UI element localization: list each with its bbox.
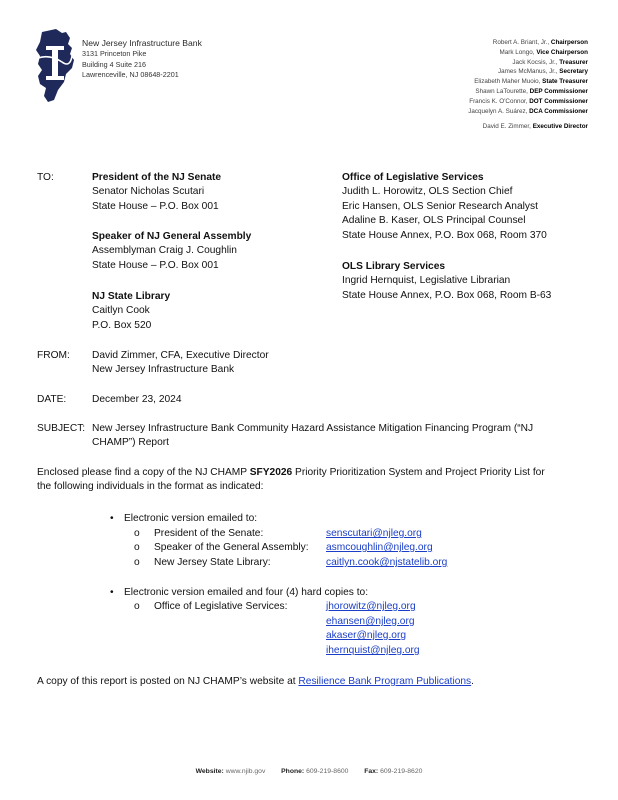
senate-title: President of the NJ Senate: [92, 172, 222, 183]
board-member: Elizabeth Maher Muoio, State Treasurer: [474, 78, 588, 86]
subject-line-1: New Jersey Infrastructure Bank Community Hazard Assistance Mitigation Financing Program (“NJ: [92, 423, 534, 434]
board-member: Jack Kocsis, Jr., Treasurer: [512, 58, 588, 66]
library-name: Caitlyn Cook: [92, 305, 150, 317]
group2-label: Office of Legislative Services:: [154, 601, 288, 612]
ols-library-line: State House Annex, P.O. Box 068, Room B-63: [342, 289, 552, 301]
ols-line: Adaline B. Kaser, OLS Principal Counsel: [342, 215, 526, 227]
website-label: Website:: [195, 768, 224, 775]
sub-bullet-icon: o: [134, 557, 140, 568]
intro-paragraph: [37, 466, 597, 495]
website-value[interactable]: www.njib.gov: [225, 768, 266, 775]
subject-label: SUBJECT:: [37, 423, 86, 434]
ols-line: Judith L. Horowitz, OLS Section Chief: [342, 186, 513, 198]
board-members: [468, 38, 588, 132]
recipient-senate: [92, 171, 221, 214]
closing-paragraph: A copy of this report is posted on NJ CHAMP’s website at Resilience Bank Program Publications.: [37, 676, 474, 687]
board-member: Robert A. Briant, Jr., Chairperson: [492, 39, 588, 46]
email-link-ols-2[interactable]: ehansen@njleg.org: [326, 616, 415, 627]
assembly-address: State House – P.O. Box 001: [92, 259, 219, 271]
group1-title: Electronic version emailed to:: [124, 513, 258, 524]
email-link-library[interactable]: caitlyn.cook@njstatelib.org: [326, 557, 448, 568]
senate-name: Senator Nicholas Scutari: [92, 186, 205, 198]
bank-name: New Jersey Infrastructure Bank: [82, 38, 202, 48]
library-address: P.O. Box 520: [92, 319, 152, 331]
email-link-assembly[interactable]: asmcoughlin@njleg.org: [326, 542, 433, 553]
intro-line-1: Enclosed please find a copy of the NJ CHAMP SFY2026 Priority Prioritization System and Project Priority List for: [37, 467, 545, 478]
ols-library-title: OLS Library Services: [342, 261, 446, 272]
subject-line-2: CHAMP”) Report: [92, 437, 169, 449]
group1-item-label: New Jersey State Library:: [154, 557, 271, 568]
ols-line: Eric Hansen, OLS Senior Research Analyst: [342, 200, 538, 212]
sub-bullet-icon: o: [134, 601, 140, 612]
recipient-ols: [342, 171, 547, 243]
footer: [0, 768, 618, 775]
group2-title: Electronic version emailed and four (4) hard copies to:: [124, 587, 369, 598]
date-value: December 23, 2024: [92, 394, 182, 405]
to-label: TO:: [37, 172, 54, 183]
ols-title: Office of Legislative Services: [342, 172, 484, 183]
recipient-ols-library: [342, 260, 551, 303]
from-block: [92, 349, 269, 378]
email-link-ols-3[interactable]: akaser@njleg.org: [326, 630, 406, 641]
phone-value: 609-219-8600: [306, 768, 349, 775]
address-line-1: 3131 Princeton Pike: [82, 49, 147, 58]
senate-address: State House – P.O. Box 001: [92, 200, 219, 212]
from-line-2: New Jersey Infrastructure Bank: [92, 364, 235, 376]
subject-text: [92, 422, 582, 451]
sub-bullet-icon: o: [134, 528, 140, 539]
email-link-senate[interactable]: senscutari@njleg.org: [326, 528, 422, 539]
email-link-ols-4[interactable]: ihernquist@njleg.org: [326, 645, 420, 656]
fax-value: 609-219-8620: [380, 768, 423, 775]
bullet-icon: •: [110, 513, 114, 524]
executive-director: David E. Zimmer, Executive Director: [482, 123, 588, 131]
board-member: Shawn LaTourette, DEP Commissioner: [475, 87, 588, 95]
from-line-1: David Zimmer, CFA, Executive Director: [92, 350, 269, 361]
group1-item-label: President of the Senate:: [154, 528, 264, 539]
phone-label: Phone:: [281, 768, 305, 775]
group1-item-label: Speaker of the General Assembly:: [154, 542, 309, 553]
assembly-title: Speaker of NJ General Assembly: [92, 231, 252, 242]
board-member: James McManus, Jr., Secretary: [498, 68, 588, 76]
from-label: FROM:: [37, 350, 70, 361]
board-member: Francis K. O'Connor, DOT Commissioner: [469, 97, 588, 105]
recipient-library: [92, 290, 170, 333]
ols-library-line: Ingrid Hernquist, Legislative Librarian: [342, 275, 511, 287]
publications-link[interactable]: Resilience Bank Program Publications: [298, 676, 472, 687]
email-link-ols-1[interactable]: jhorowitz@njleg.org: [326, 601, 416, 612]
sub-bullet-icon: o: [134, 542, 140, 553]
library-title: NJ State Library: [92, 291, 171, 302]
fax-label: Fax:: [364, 768, 379, 775]
date-label: DATE:: [37, 394, 67, 405]
ols-line: State House Annex, P.O. Box 068, Room 370: [342, 229, 547, 241]
recipient-assembly: [92, 230, 251, 273]
board-member: Jacquelyn A. Suárez, DCA Commissioner: [468, 107, 588, 115]
nj-state-logo: [32, 28, 78, 104]
address-line-2: Building 4 Suite 216: [82, 59, 146, 69]
bullet-icon: •: [110, 587, 114, 598]
bank-address-block: [82, 38, 202, 81]
assembly-name: Assemblyman Craig J. Coughlin: [92, 245, 237, 257]
board-member: Mark Longo, Vice Chairperson: [499, 48, 588, 56]
sfy-emphasis: SFY2026: [249, 467, 293, 478]
address-line-3: Lawrenceville, NJ 08648-2201: [82, 70, 179, 79]
intro-line-2: the following individuals in the format as indicated:: [37, 481, 264, 493]
